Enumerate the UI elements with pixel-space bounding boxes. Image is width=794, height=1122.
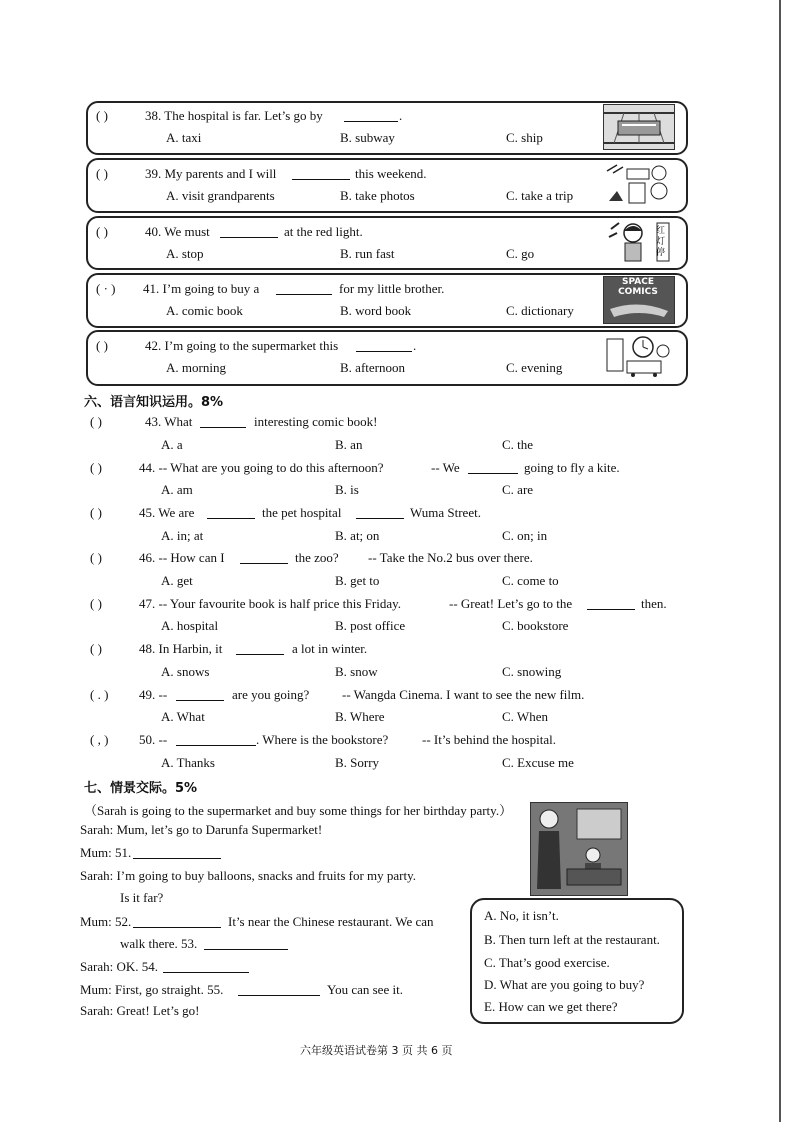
option-b: B. snow [335,664,378,679]
question-text: Wuma Street. [410,505,481,520]
answer-blank [587,597,635,610]
answer-paren[interactable]: ( , ) [90,732,109,747]
question-text: 48. In Harbin, it [139,641,223,656]
question-text: . Where is the bookstore? [256,732,389,747]
dialogue-line: Mum: 51. [80,845,132,860]
question-text-end: . [399,108,403,123]
answer-paren[interactable]: ( . ) [90,687,109,702]
question-text: 40. We must [145,224,210,239]
option-c: C. dictionary [506,303,574,318]
page-footer: 六年级英语试卷第 3 页 共 6 页 [300,1044,453,1057]
question-text: going to fly a kite. [524,460,620,475]
comic-cover-title: SPACE COMICS [618,277,658,297]
option-c: C. on; in [502,528,548,543]
answer-blank-52[interactable] [133,915,221,928]
answer-paren[interactable]: ( ) [90,505,102,520]
dialogue-line: Mum: First, go straight. 55. [80,982,224,997]
answer-paren[interactable]: ( ) [90,460,102,475]
question-text: 49. -- [139,687,168,702]
question-text: then. [641,596,667,611]
answer-paren[interactable]: ( ) [90,596,102,611]
option-b: B. is [335,482,359,497]
option-b: B. get to [335,573,380,588]
dialogue-line: Sarah: I’m going to buy balloons, snacks and fruits for my party. [80,868,417,883]
answer-paren[interactable]: ( ) [90,414,102,429]
option-item: D. What are you going to buy? [484,977,645,992]
answer-paren[interactable]: ( ) [90,641,102,656]
option-c: C. evening [506,360,563,375]
question-text: -- Great! Let’s go to the [449,596,573,611]
supermarket-illustration [530,802,628,896]
option-c: C. go [506,246,535,261]
option-a: A. in; at [161,528,204,543]
answer-blank [200,415,246,428]
answer-blank [356,506,404,519]
answer-paren[interactable]: ( · ) [96,281,116,296]
question-text: -- We [431,460,460,475]
question-text: a lot in winter. [292,641,368,656]
option-c: C. bookstore [502,618,569,633]
option-c: C. are [502,482,534,497]
answer-paren[interactable]: ( ) [96,338,108,353]
option-c: C. When [502,709,548,724]
option-b: B. Sorry [335,755,380,770]
option-c: C. the [502,437,534,452]
answer-blank [292,167,350,180]
option-b: B. word book [340,303,412,318]
question-text: -- Wangda Cinema. I want to see the new film. [342,687,585,702]
option-a: A. a [161,437,183,452]
answer-blank [240,551,288,564]
option-b: B. an [335,437,363,452]
option-a: A. morning [166,360,226,375]
question-text: 42. I’m going to the supermarket this [145,338,339,353]
question-text-end: for my little brother. [339,281,445,296]
option-a: A. snows [161,664,210,679]
question-text: the zoo? [295,550,339,565]
clock-icon [603,333,673,379]
answer-blank [344,109,398,122]
option-b: B. run fast [340,246,395,261]
question-text: the pet hospital [262,505,342,520]
answer-blank [220,225,278,238]
answer-blank [176,688,224,701]
option-b: B. post office [335,618,406,633]
question-text: -- Take the No.2 bus over there. [368,550,533,565]
question-text: 39. My parents and I will [145,166,277,181]
answer-blank-54[interactable] [163,960,249,973]
answer-paren[interactable]: ( ) [90,550,102,565]
subway-station-icon [603,104,675,150]
dialogue-line: Mum: 52. [80,914,132,929]
answer-blank-51[interactable] [133,846,221,859]
question-text: 44. -- What are you going to do this afternoon? [139,460,384,475]
answer-paren[interactable]: ( ) [96,166,108,181]
answer-blank [468,461,518,474]
option-item: B. Then turn left at the restaurant. [484,932,660,947]
question-text: 46. -- How can I [139,550,225,565]
question-text-end: at the red light. [284,224,363,239]
dialogue-line: It’s near the Chinese restaurant. We can [228,914,434,929]
option-b: B. take photos [340,188,415,203]
option-a: A. get [161,573,193,588]
option-c: C. Excuse me [502,755,574,770]
question-text: interesting comic book! [254,414,378,429]
option-item: C. That’s good exercise. [484,955,610,970]
option-c: C. come to [502,573,559,588]
traffic-sign-text: 红灯停 [656,226,666,258]
question-text: 43. What [145,414,193,429]
option-a: A. hospital [161,618,219,633]
question-text: -- It’s behind the hospital. [422,732,556,747]
option-a: A. Thanks [161,755,215,770]
option-a: A. comic book [166,303,243,318]
dialogue-line: Sarah: Great! Let’s go! [80,1003,200,1018]
dialogue-line: Sarah: OK. 54. [80,959,158,974]
answer-blank [207,506,255,519]
answer-paren[interactable]: ( ) [96,108,108,123]
option-item: A. No, it isn’t. [484,908,559,923]
option-a: A. visit grandparents [166,188,275,203]
dialogue-line: Sarah: Mum, let’s go to Darunfa Supermarket! [80,822,323,837]
option-item: E. How can we get there? [484,999,618,1014]
scenario-intro: （Sarah is going to the supermarket and buy some things for her birthday party.） [84,803,513,818]
option-a: A. What [161,709,205,724]
question-text: are you going? [232,687,310,702]
option-b: B. subway [340,130,395,145]
question-text: 41. I’m going to buy a [143,281,260,296]
question-text-end: this weekend. [355,166,427,181]
answer-blank [356,339,412,352]
section-6-title: 六、语言知识运用。8% [84,395,224,410]
option-a: A. taxi [166,130,202,145]
section-7-title: 七、情景交际。5% [84,781,198,796]
option-b: B. afternoon [340,360,405,375]
option-b: B. Where [335,709,385,724]
question-text: 45. We are [139,505,195,520]
option-a: A. am [161,482,193,497]
answer-blank-53[interactable] [204,937,288,950]
answer-blank [236,642,284,655]
option-c: C. ship [506,130,543,145]
dialogue-line: walk there. 53. [120,936,198,951]
question-text: 47. -- Your favourite book is half price this Friday. [139,596,402,611]
answer-blank [176,733,256,746]
question-text: 38. The hospital is far. Let’s go by [145,108,323,123]
page-edge-line [779,0,781,1122]
option-a: A. stop [166,246,204,261]
option-c: C. take a trip [506,188,574,203]
answer-blank-55[interactable] [238,983,320,996]
dialogue-line: Is it far? [120,890,164,905]
answer-blank [276,282,332,295]
dialogue-line: You can see it. [327,982,403,997]
answer-paren[interactable]: ( ) [96,224,108,239]
question-text: 50. -- [139,732,168,747]
option-c: C. snowing [502,664,562,679]
travel-icon [603,161,673,207]
option-b: B. at; on [335,528,380,543]
question-text-end: . [413,338,417,353]
